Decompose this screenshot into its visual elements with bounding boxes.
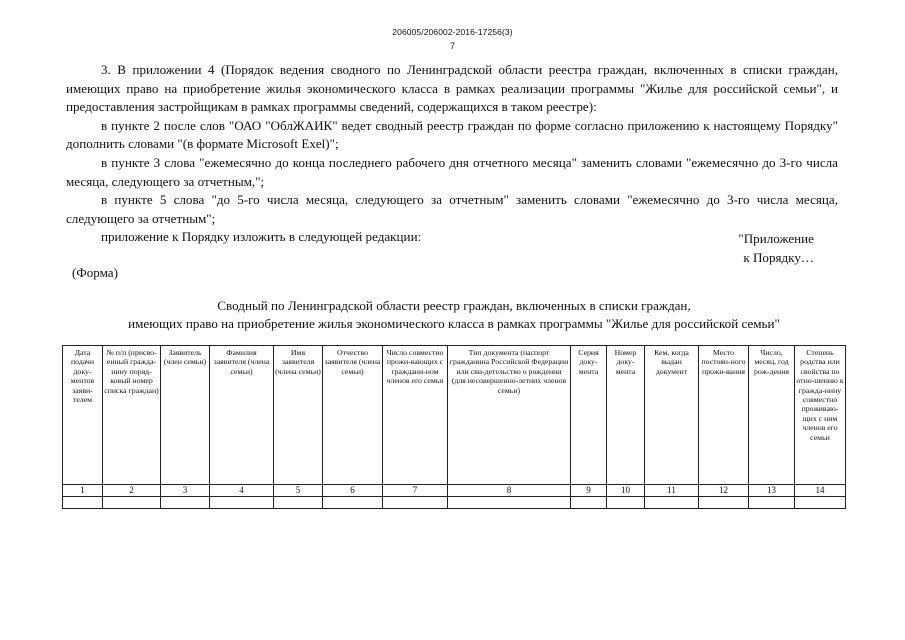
appendix-note: [650, 230, 814, 267]
header-document-series: Серия доку-мента: [571, 346, 607, 485]
header-residence: Место постоян-ного прожи-вания: [699, 346, 749, 485]
appendix-note-line2: к Порядку…: [743, 249, 814, 265]
column-number: 4: [210, 485, 274, 497]
column-number: 3: [161, 485, 210, 497]
header-issued-by: Кем, когда выдан документ: [645, 346, 699, 485]
registry-table: [62, 345, 846, 509]
page-number: 7: [449, 41, 455, 51]
header-sequence-number: № п/п (присво-енный гражда-нину поряд-ковый номер списка граждан): [103, 346, 161, 485]
table-cell: [323, 497, 383, 509]
column-number: 10: [607, 485, 645, 497]
header-applicant: Заявитель (член семьи): [161, 346, 210, 485]
table-title-line2: имеющих право на приобретение жилья экономического класса в рамках программы "Жилье для российской семьи": [128, 316, 780, 331]
header-document-number: Номер доку-мента: [607, 346, 645, 485]
column-number: 5: [274, 485, 323, 497]
table-title: [40, 297, 868, 333]
column-number: 13: [749, 485, 795, 497]
table-cell: [645, 497, 699, 509]
column-number: 11: [645, 485, 699, 497]
header-birth-date: Число, месяц, год рож-дения: [749, 346, 795, 485]
header-kinship: Степень родства или свойства по отно-шению к гражда-нину совместно проживаю-щих с ним членов его семьи: [795, 346, 846, 485]
table-cell: [210, 497, 274, 509]
table-cell: [63, 497, 103, 509]
paragraph-point-2: в пункте 2 после слов "ОАО "ОблЖАИК" ведет сводный реестр граждан по форме согласно приложению к настоящему Порядку" дополнить словами "(в формате Microsoft Exel)";: [66, 117, 838, 152]
appendix-note-line1: "Приложение: [738, 231, 814, 246]
column-number: 6: [323, 485, 383, 497]
table-cell: [103, 497, 161, 509]
column-number: 9: [571, 485, 607, 497]
document-id: 206005/206002-2016-17256(3): [392, 27, 513, 37]
paragraph-point-3: в пункте 3 слова "ежемесячно до конца последнего рабочего дня отчетного месяца" заменить словами "ежемесячно до 3-го числа месяца, следующего за отчетным,";: [66, 154, 838, 189]
header-first-name: Имя заявителя (члена семьи): [274, 346, 323, 485]
column-number: 12: [699, 485, 749, 497]
column-number: 1: [63, 485, 103, 497]
paragraph-appendix-intro: приложение к Порядку изложить в следующей редакции:: [101, 229, 422, 245]
column-number: 8: [448, 485, 571, 497]
form-label: (Форма): [72, 265, 118, 280]
header-patronymic: Отчество заявителя (члена семьи): [323, 346, 383, 485]
header-document-type: Тип документа (паспорт гражданина Российской Федерации или сви-детельство о рождении (для несовершенно-летних членов семьи): [448, 346, 571, 485]
table-cell: [448, 497, 571, 509]
paragraph-point-5: в пункте 5 слова "до 5-го числа месяца, следующего за отчетным" заменить словами "ежемесячно до 3-го числа месяца, следующего за отчетным";: [66, 192, 838, 226]
header-submission-date: Дата подачи доку-ментов заяви-телем: [63, 346, 103, 485]
column-number: 14: [795, 485, 846, 497]
body-text: [66, 61, 838, 247]
table-title-line1: Сводный по Ленинградской области реестр граждан, включенных в списки граждан,: [217, 298, 691, 313]
table-column-number-row: [63, 485, 846, 497]
column-number: 7: [383, 485, 448, 497]
column-number: 2: [103, 485, 161, 497]
table-header-row: [63, 346, 846, 485]
header-surname: Фамилия заявителя (члена семьи): [210, 346, 274, 485]
table-cell: [607, 497, 645, 509]
table-cell: [699, 497, 749, 509]
table-cell: [749, 497, 795, 509]
table-empty-row: [63, 497, 846, 509]
header-family-count: Число совместно прожи-вающих с граждани-ном членов его семьи: [383, 346, 448, 485]
paragraph-item-3: 3. В приложении 4 (Порядок ведения сводного по Ленинградской области реестра граждан, включенных в списки граждан, имеющих право на приобретение жилья экономического класса в рамках реализации программы "Жилье для российской семьи", и предоставления застройщикам в рамках программы сведений, содержащихся в таком реестре):: [66, 62, 838, 115]
table-cell: [383, 497, 448, 509]
table-cell: [795, 497, 846, 509]
table-cell: [274, 497, 323, 509]
table-cell: [571, 497, 607, 509]
table-cell: [161, 497, 210, 509]
